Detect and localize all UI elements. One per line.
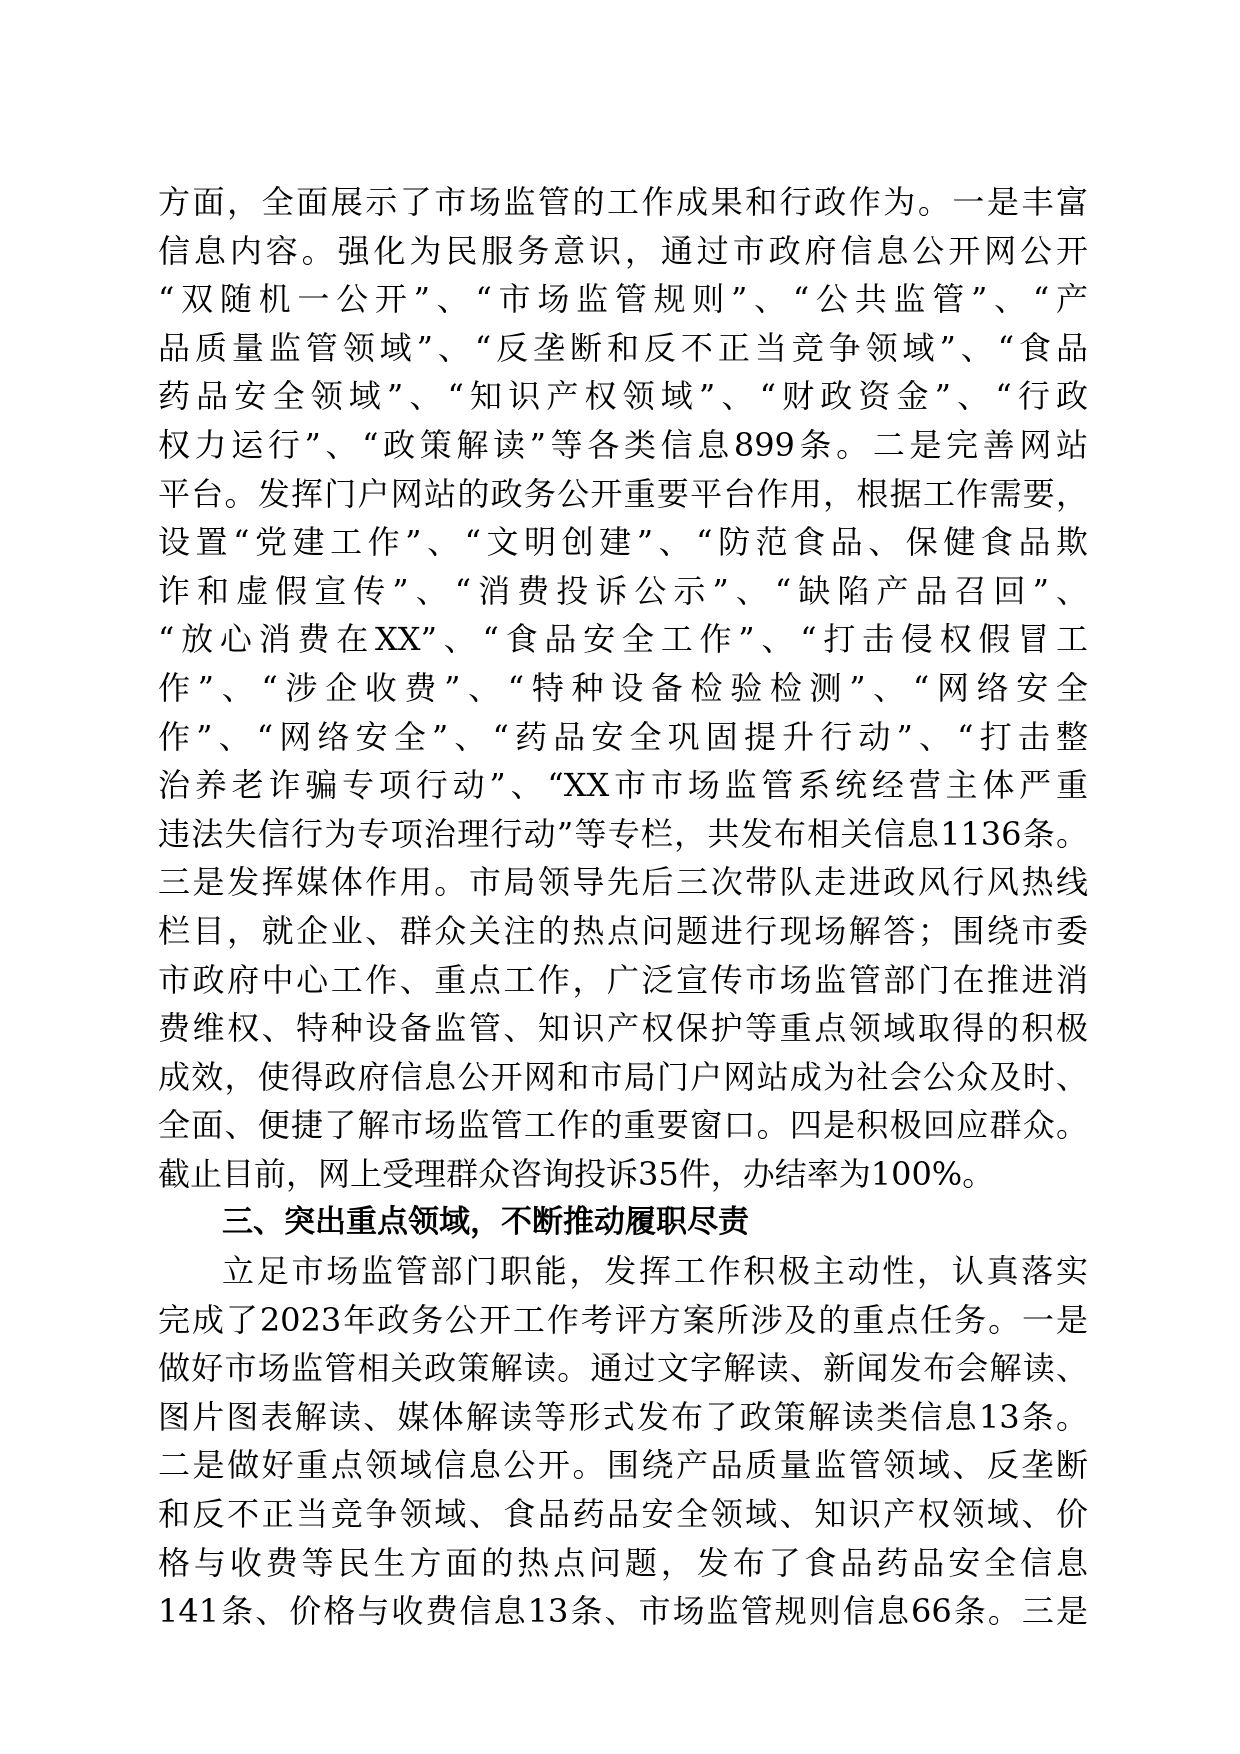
document-body bbox=[158, 178, 1088, 1636]
text-line: 截止目前，网上受理群众咨询投诉35件，办结率为100%。 bbox=[158, 1154, 995, 1193]
text-line: 作”、“涉企收费”、“特种设备检验检测”、“网络安全 bbox=[158, 668, 1088, 707]
text-line: 治养老诈骗专项行动”、“XX市市场监管系统经营主体严重 bbox=[158, 766, 1088, 805]
paragraph-section2-tail bbox=[158, 178, 1088, 1198]
text-line: 药品安全领域”、“知识产权领域”、“财政资金”、“行政 bbox=[158, 377, 1088, 416]
text-line: 信息内容。强化为民服务意识，通过市政府信息公开网公开 bbox=[158, 231, 1088, 270]
text-line: 立足市场监管部门职能，发挥工作积极主动性，认真落实 bbox=[222, 1252, 1088, 1291]
text-line: 格与收费等民生方面的热点问题，发布了食品药品安全信息 bbox=[158, 1543, 1088, 1582]
text-line: 141条、价格与收费信息13条、市场监管规则信息66条。三是 bbox=[158, 1592, 1088, 1631]
text-line: 费维权、特种设备监管、知识产权保护等重点领域取得的积极 bbox=[158, 1009, 1088, 1048]
section-heading: 三、突出重点领域，不断推动履职尽责 bbox=[222, 1204, 749, 1241]
text-line: 作”、“网络安全”、“药品安全巩固提升行动”、“打击整 bbox=[158, 717, 1088, 756]
text-line: 三是发挥媒体作用。市局领导先后三次带队走进政风行风热线 bbox=[158, 863, 1088, 902]
text-line: 平台。发挥门户网站的政务公开重要平台作用，根据工作需要， bbox=[158, 474, 1088, 513]
text-line: 二是做好重点领域信息公开。围绕产品质量监管领域、反垄断 bbox=[158, 1446, 1088, 1485]
text-line: 方面，全面展示了市场监管的工作成果和行政作为。一是丰富 bbox=[158, 183, 1088, 221]
text-line: 全面、便捷了解市场监管工作的重要窗口。四是积极回应群众。 bbox=[158, 1106, 1088, 1145]
text-line: 违法失信行为专项治理行动”等专栏，共发布相关信息1136条。 bbox=[158, 814, 1088, 853]
text-line: “双随机一公开”、“市场监管规则”、“公共监管”、“产 bbox=[158, 280, 1088, 319]
text-line: 市政府中心工作、重点工作，广泛宣传市场监管部门在推进消 bbox=[158, 960, 1088, 999]
text-line: 品质量监管领域”、“反垄断和反不正当竞争领域”、“食品 bbox=[158, 328, 1088, 367]
text-line: 诈和虚假宣传”、“消费投诉公示”、“缺陷产品召回”、 bbox=[158, 571, 1088, 610]
text-line: 设置“党建工作”、“文明创建”、“防范食品、保健食品欺 bbox=[158, 523, 1088, 562]
paragraph-section3 bbox=[158, 1247, 1088, 1636]
text-line: 成效，使得政府信息公开网和市局门户网站成为社会公众及时、 bbox=[158, 1057, 1088, 1096]
text-line: “放心消费在XX”、“食品安全工作”、“打击侵权假冒工 bbox=[158, 620, 1088, 659]
text-line: 栏目，就企业、群众关注的热点问题进行现场解答；围绕市委 bbox=[158, 911, 1088, 950]
text-line: 做好市场监管相关政策解读。通过文字解读、新闻发布会解读、 bbox=[158, 1349, 1088, 1388]
text-line: 图片图表解读、媒体解读等形式发布了政策解读类信息13条。 bbox=[158, 1397, 1088, 1436]
text-line: 和反不正当竞争领域、食品药品安全领域、知识产权领域、价 bbox=[158, 1495, 1088, 1534]
text-line: 完成了2023年政务公开工作考评方案所涉及的重点任务。一是 bbox=[158, 1300, 1088, 1339]
text-line: 权力运行”、“政策解读”等各类信息899条。二是完善网站 bbox=[158, 425, 1088, 464]
